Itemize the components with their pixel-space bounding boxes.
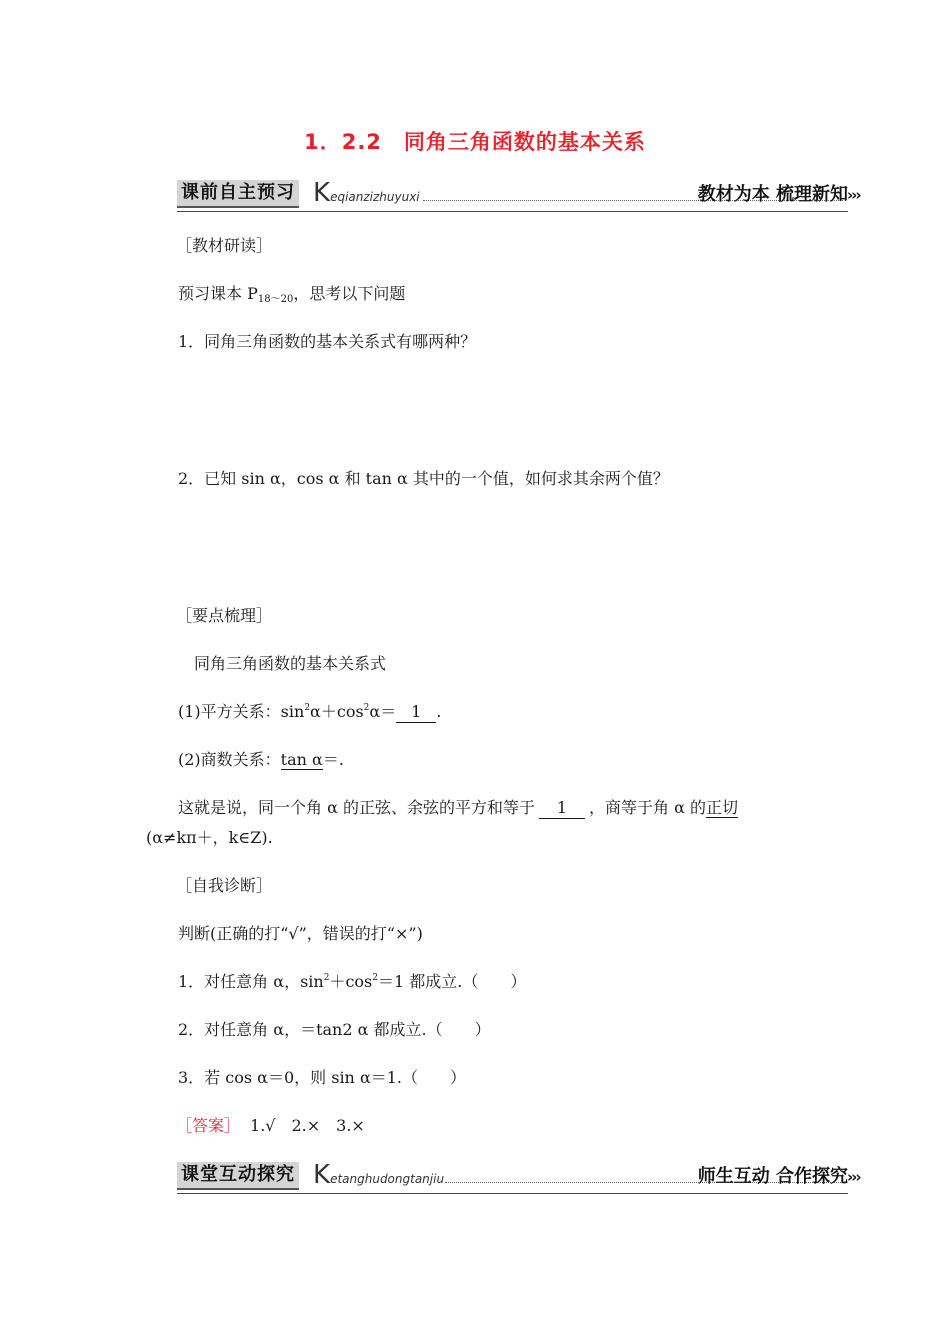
section-banner-interaction [177, 1160, 860, 1194]
preview-instruction: 预习课本 $P_{18\sim 20}$，思考以下问题 [178, 284, 406, 305]
judge-item-2: 2．对任意角 α，＝tan2 α 都成立.（ ） [178, 1020, 491, 1039]
banner-label: 课前自主预习 [177, 180, 299, 208]
statement-line-1: 这就是说，同一个角 α 的正弦、余弦的平方和等于 1 ，商等于角 α 的正切 [178, 798, 738, 817]
section-heading-textbook-reading: ［教材研读］ [176, 236, 273, 255]
judge-item-3: 3．若 cos α＝0，则 sin α＝1.（ ） [178, 1068, 467, 1087]
quotient-relation: (2)商数关系：tan α＝. [178, 750, 344, 769]
answer-underlined: 正切 [705, 798, 738, 817]
arrows-icon: ››› [847, 1168, 860, 1186]
banner-rule [177, 211, 848, 212]
answer-text: 1.√ 2.× 3.× [250, 1116, 365, 1135]
banner-label: 课堂互动探究 [177, 1162, 299, 1190]
judge-item-1: 1．对任意角 α，$\sin^2+\cos^2=1$ 都成立.（ ） [178, 972, 527, 991]
question-1: 1．同角三角函数的基本关系式有哪两种？ [178, 332, 477, 351]
answer-blank: 1 [396, 702, 436, 723]
relations-heading: 同角三角函数的基本关系式 [194, 654, 387, 673]
page-title: 1．2.2 同角三角函数的基本关系 [304, 130, 646, 154]
banner-rule [177, 1193, 848, 1194]
question-2: 2．已知 sin α，cos α 和 tan α 其中的一个值，如何求其余两个值？ [178, 469, 669, 488]
answer-blank: 1 [539, 798, 585, 819]
section-heading-key-points: ［要点梳理］ [176, 606, 273, 625]
section-banner-preview [177, 178, 860, 212]
square-relation: (1)平方关系：$\sin^2\alpha+\cos^2\alpha= 1$ . [178, 702, 442, 721]
banner-slogan: 师生互动 合作探究 [697, 1166, 848, 1187]
answer-label: ［答案］ [176, 1116, 241, 1135]
answer-underlined: tan α [280, 750, 323, 769]
section-heading-self-diagnosis: ［自我诊断］ [176, 876, 273, 895]
banner-slogan: 教材为本 梳理新知 [697, 184, 848, 205]
banner-script-text: Ketanghudongtanjiu [313, 1160, 445, 1190]
answer-line [176, 1116, 365, 1136]
arrows-icon: ››› [847, 186, 860, 204]
statement-line-2: (α≠kπ＋，k∈Z). [146, 828, 273, 847]
banner-script-text: Keqianzizhuyuxi [313, 178, 420, 208]
judge-instruction: 判断(正确的打“√”，错误的打“×”) [178, 924, 423, 943]
